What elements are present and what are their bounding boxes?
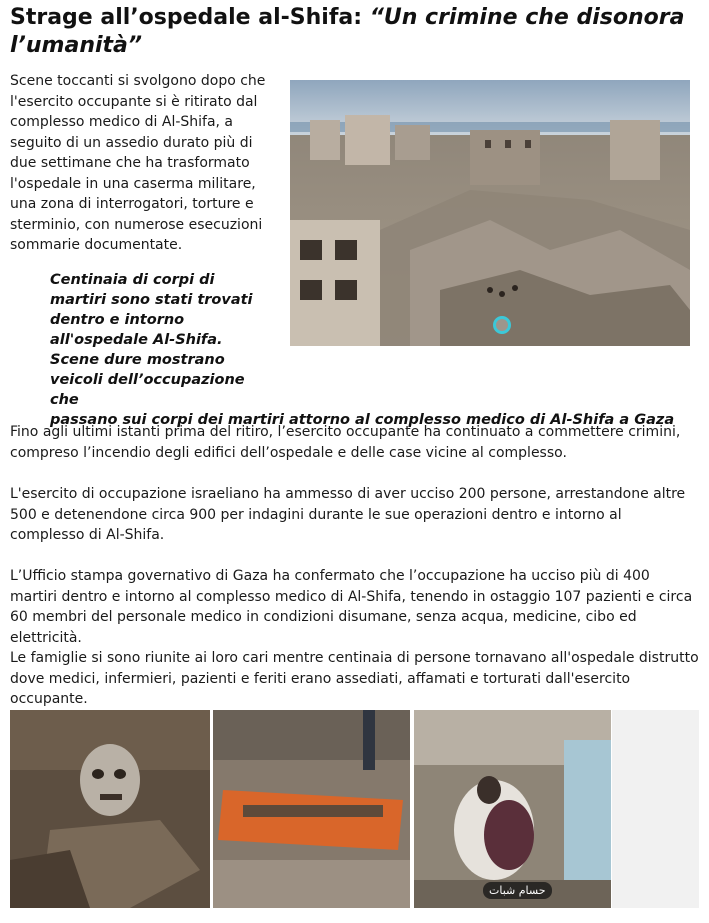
caption-wrapped-part: Centinaia di corpi di martiri sono stati trovati dentro e intorno all'ospedale Al-Shifa. Scene dure mostrano veicoli dell’occupazione che	[50, 272, 253, 408]
intro-paragraph: Scene toccanti si svolgono dopo che l'esercito occupante si è ritirato dal complesso medico di Al-Shifa, a seguito di un assedio durato più di due settimane che ha trasformato l'ospedale in una caserma militare, una zona di interrogatori, torture e sterminio, con numerose esecuzioni sommarie documentate.	[10, 73, 266, 253]
paragraph-1: Fino agli ultimi istanti prima del ritiro, l’esercito occupante ha continuato a commettere crimini, compreso l’incendio degli edifici dell’ospedale e delle case vicine al complesso.	[10, 424, 681, 461]
title-quote: “Un crimine che disonora l’umanità”	[10, 5, 685, 58]
gallery-photo-2[interactable]	[213, 710, 410, 908]
paragraph-4: Le famiglie si sono riunite ai loro cari mentre centinaia di persone tornavano all'ospedale distrutto dove medici, infermieri, pazienti e feriti erano assediati, affamati e torturati dall'esercito occupante.	[10, 650, 699, 707]
rubble-remains-image	[10, 710, 210, 908]
caption-rest: passano sui corpi dei martiri attorno al complesso medico di Al-Shifa a Gaza	[50, 412, 675, 428]
stretcher-image	[213, 710, 410, 908]
photo-watermark: حسام شبات	[483, 882, 552, 899]
gallery-photo-1[interactable]	[10, 710, 210, 908]
title-plain: Strage all’ospedale al-Shifa:	[10, 5, 370, 30]
paragraph-2: L'esercito di occupazione israeliano ha ammesso di aver ucciso 200 persone, arrestandone altre 500 e detenendone circa 900 per indagini durante le sue operazioni dentro e intorno al complesso di Al-Shifa.	[10, 486, 686, 543]
mourning-family-image	[414, 710, 611, 908]
gallery-photo-3[interactable]	[414, 710, 611, 908]
gallery-background	[612, 710, 699, 908]
photo-caption	[50, 270, 690, 430]
article-title	[10, 4, 700, 60]
paragraph-3: L’Ufficio stampa governativo di Gaza ha confermato che l’occupazione ha ucciso più di 400 martiri dentro e intorno al complesso medico di Al-Shifa, tenendo in ostaggio 107 pazienti e circa 60 membri del personale medico in condizioni disumane, senza acqua, medicine, cibo ed elettricità.	[10, 568, 693, 646]
